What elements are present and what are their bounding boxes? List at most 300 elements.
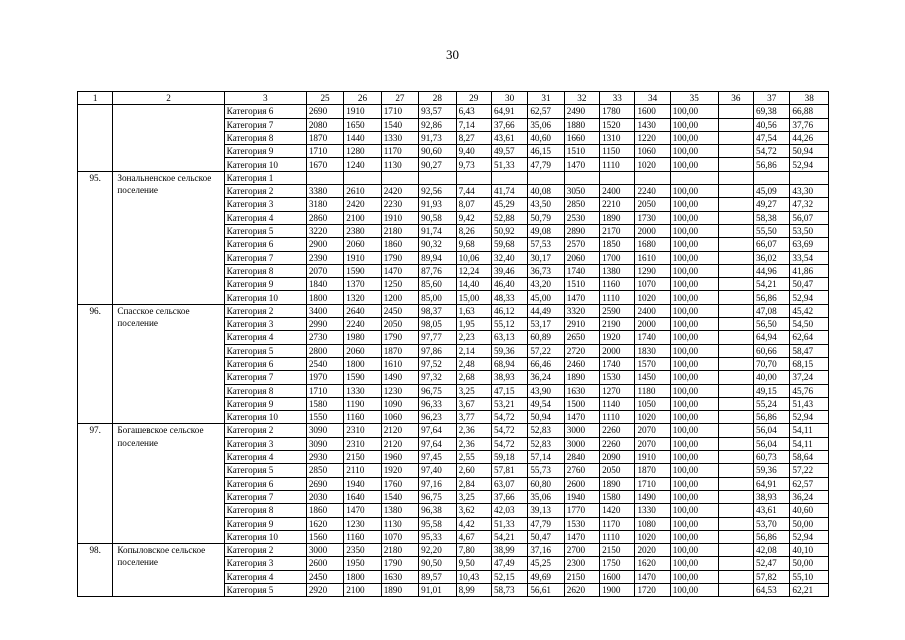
value-cell: 1490: [381, 371, 418, 384]
value-cell: 57,22: [790, 464, 829, 477]
value-cell: 100,00: [670, 344, 718, 357]
value-cell: 1470: [564, 158, 599, 171]
value-cell: 1490: [635, 490, 670, 503]
value-cell: 2400: [600, 185, 635, 198]
value-cell: 96,33: [419, 397, 456, 410]
value-cell: 45,00: [528, 291, 564, 304]
value-cell: 59,68: [491, 238, 527, 251]
value-cell: 2420: [344, 198, 381, 211]
category-cell: Категория 7: [224, 490, 306, 503]
value-cell: 10,43: [456, 570, 491, 583]
page-number: 30: [446, 47, 459, 62]
value-cell: 63,69: [790, 238, 829, 251]
value-cell: 1540: [381, 118, 418, 131]
value-cell: 1130: [381, 517, 418, 530]
table-body: [78, 105, 829, 597]
value-cell: 1130: [381, 158, 418, 171]
value-cell: [718, 530, 753, 543]
value-cell: [718, 504, 753, 517]
value-cell: 2530: [564, 211, 599, 224]
value-cell: 1710: [306, 384, 343, 397]
value-cell: 1170: [381, 145, 418, 158]
value-cell: 58,64: [790, 451, 829, 464]
value-cell: 100,00: [670, 264, 718, 277]
category-cell: Категория 8: [224, 131, 306, 144]
value-cell: 63,13: [491, 331, 527, 344]
value-cell: 100,00: [670, 145, 718, 158]
value-cell: 2070: [635, 424, 670, 437]
value-cell: 97,16: [419, 477, 456, 490]
column-header: 3: [224, 92, 306, 105]
value-cell: 2120: [381, 437, 418, 450]
value-cell: 36,73: [528, 264, 564, 277]
value-cell: 57,81: [491, 464, 527, 477]
category-cell: Категория 8: [224, 264, 306, 277]
value-cell: 50,47: [790, 278, 829, 291]
value-cell: 97,32: [419, 371, 456, 384]
value-cell: 1870: [306, 131, 343, 144]
category-cell: Категория 10: [224, 530, 306, 543]
value-cell: 62,64: [790, 331, 829, 344]
value-cell: 49,08: [528, 224, 564, 237]
value-cell: 1110: [600, 530, 635, 543]
value-cell: [718, 278, 753, 291]
value-cell: 40,56: [754, 118, 790, 131]
value-cell: 1060: [381, 411, 418, 424]
value-cell: 47,49: [491, 557, 527, 570]
value-cell: 54,50: [790, 318, 829, 331]
value-cell: 1720: [635, 583, 670, 596]
value-cell: 100,00: [670, 384, 718, 397]
value-cell: 100,00: [670, 451, 718, 464]
value-cell: 1600: [635, 105, 670, 118]
value-cell: 45,42: [790, 304, 829, 317]
value-cell: 1790: [381, 251, 418, 264]
value-cell: 97,45: [419, 451, 456, 464]
value-cell: 1530: [600, 371, 635, 384]
value-cell: 60,80: [528, 477, 564, 490]
value-cell: 62,57: [790, 477, 829, 490]
column-header: 26: [344, 92, 381, 105]
value-cell: 2730: [306, 331, 343, 344]
value-cell: 4,42: [456, 517, 491, 530]
value-cell: 1370: [344, 278, 381, 291]
value-cell: [718, 517, 753, 530]
value-cell: 1550: [306, 411, 343, 424]
value-cell: 98,05: [419, 318, 456, 331]
value-cell: 3220: [306, 224, 343, 237]
value-cell: 1440: [344, 131, 381, 144]
value-cell: 1920: [381, 464, 418, 477]
value-cell: 1170: [600, 517, 635, 530]
value-cell: 1150: [600, 145, 635, 158]
value-cell: 96,23: [419, 411, 456, 424]
table-row: [78, 544, 829, 557]
value-cell: 8,07: [456, 198, 491, 211]
value-cell: 1020: [635, 411, 670, 424]
value-cell: 2310: [344, 424, 381, 437]
value-cell: 45,25: [528, 557, 564, 570]
value-cell: 2070: [635, 437, 670, 450]
value-cell: 9,40: [456, 145, 491, 158]
value-cell: 46,40: [491, 278, 527, 291]
value-cell: 1590: [344, 264, 381, 277]
value-cell: 8,26: [456, 224, 491, 237]
value-cell: 64,53: [754, 583, 790, 596]
value-cell: 2570: [564, 238, 599, 251]
value-cell: 3050: [564, 185, 599, 198]
value-cell: 2,14: [456, 344, 491, 357]
value-cell: 53,50: [790, 224, 829, 237]
value-cell: 1970: [306, 371, 343, 384]
value-cell: [718, 464, 753, 477]
value-cell: 47,79: [528, 517, 564, 530]
value-cell: 55,10: [790, 570, 829, 583]
value-cell: [718, 570, 753, 583]
value-cell: 2150: [564, 570, 599, 583]
value-cell: [790, 171, 829, 184]
category-cell: Категория 7: [224, 251, 306, 264]
value-cell: 91,74: [419, 224, 456, 237]
value-cell: 2850: [306, 464, 343, 477]
value-cell: 2390: [306, 251, 343, 264]
value-cell: 30,17: [528, 251, 564, 264]
category-cell: Категория 3: [224, 557, 306, 570]
value-cell: 2260: [600, 424, 635, 437]
value-cell: 2380: [344, 224, 381, 237]
value-cell: 3000: [306, 544, 343, 557]
value-cell: 1700: [600, 251, 635, 264]
category-cell: Категория 7: [224, 118, 306, 131]
value-cell: 1770: [564, 504, 599, 517]
value-cell: 50,94: [528, 411, 564, 424]
value-cell: 100,00: [670, 198, 718, 211]
value-cell: 45,29: [491, 198, 527, 211]
value-cell: 90,27: [419, 158, 456, 171]
value-cell: 97,77: [419, 331, 456, 344]
category-cell: Категория 5: [224, 464, 306, 477]
value-cell: 1660: [564, 131, 599, 144]
value-cell: 1530: [564, 517, 599, 530]
value-cell: 3400: [306, 304, 343, 317]
value-cell: 37,24: [790, 371, 829, 384]
value-cell: 1430: [635, 118, 670, 131]
value-cell: 2900: [306, 238, 343, 251]
column-header: 29: [456, 92, 491, 105]
value-cell: [718, 397, 753, 410]
value-cell: 1380: [381, 504, 418, 517]
value-cell: 2600: [306, 557, 343, 570]
value-cell: 64,91: [491, 105, 527, 118]
value-cell: 45,76: [790, 384, 829, 397]
value-cell: 1620: [306, 517, 343, 530]
value-cell: 1740: [564, 264, 599, 277]
value-cell: 2800: [306, 344, 343, 357]
value-cell: 2300: [564, 557, 599, 570]
value-cell: 1890: [600, 211, 635, 224]
value-cell: 56,04: [754, 437, 790, 450]
value-cell: 1910: [344, 251, 381, 264]
value-cell: 36,24: [528, 371, 564, 384]
value-cell: 60,89: [528, 331, 564, 344]
value-cell: [491, 171, 527, 184]
value-cell: [718, 224, 753, 237]
value-cell: [718, 451, 753, 464]
value-cell: [718, 105, 753, 118]
category-cell: Категория 3: [224, 198, 306, 211]
value-cell: 2850: [564, 198, 599, 211]
value-cell: 52,88: [491, 211, 527, 224]
value-cell: 87,76: [419, 264, 456, 277]
value-cell: [718, 384, 753, 397]
value-cell: 50,47: [528, 530, 564, 543]
value-cell: 96,38: [419, 504, 456, 517]
value-cell: 2990: [306, 318, 343, 331]
value-cell: 58,38: [754, 211, 790, 224]
value-cell: 2180: [381, 224, 418, 237]
value-cell: 1750: [600, 557, 635, 570]
value-cell: 85,00: [419, 291, 456, 304]
value-cell: 40,00: [754, 371, 790, 384]
value-cell: 1090: [381, 397, 418, 410]
value-cell: 1380: [600, 264, 635, 277]
value-cell: 50,00: [790, 557, 829, 570]
value-cell: 1560: [306, 530, 343, 543]
value-cell: [718, 371, 753, 384]
value-cell: 2650: [564, 331, 599, 344]
value-cell: 100,00: [670, 464, 718, 477]
value-cell: [718, 251, 753, 264]
value-cell: 1800: [306, 291, 343, 304]
value-cell: 1470: [564, 530, 599, 543]
value-cell: 56,04: [754, 424, 790, 437]
value-cell: 1980: [344, 331, 381, 344]
value-cell: [718, 291, 753, 304]
value-cell: 3380: [306, 185, 343, 198]
value-cell: 53,21: [491, 397, 527, 410]
column-header: 37: [754, 92, 790, 105]
value-cell: 55,12: [491, 318, 527, 331]
value-cell: 96,75: [419, 490, 456, 503]
value-cell: [718, 490, 753, 503]
value-cell: 2350: [344, 544, 381, 557]
value-cell: 100,00: [670, 570, 718, 583]
value-cell: 2690: [306, 477, 343, 490]
value-cell: 1890: [600, 477, 635, 490]
value-cell: 59,36: [754, 464, 790, 477]
value-cell: 36,24: [790, 490, 829, 503]
value-cell: 3,62: [456, 504, 491, 517]
value-cell: 1420: [600, 504, 635, 517]
value-cell: 1270: [600, 384, 635, 397]
value-cell: 36,02: [754, 251, 790, 264]
header-row: [78, 92, 829, 105]
settlement-name: Богашевское сельское поселение: [113, 424, 224, 544]
value-cell: 1220: [635, 131, 670, 144]
column-header: 32: [564, 92, 599, 105]
column-header: 31: [528, 92, 564, 105]
value-cell: 8,27: [456, 131, 491, 144]
value-cell: [718, 424, 753, 437]
value-cell: 2400: [635, 304, 670, 317]
value-cell: 1960: [381, 451, 418, 464]
value-cell: 1450: [635, 371, 670, 384]
value-cell: 1230: [381, 384, 418, 397]
value-cell: 100,00: [670, 530, 718, 543]
value-cell: 1160: [600, 278, 635, 291]
value-cell: 100,00: [670, 397, 718, 410]
category-cell: Категория 5: [224, 583, 306, 596]
value-cell: 1610: [635, 251, 670, 264]
value-cell: 96,75: [419, 384, 456, 397]
category-cell: Категория 5: [224, 224, 306, 237]
category-cell: Категория 2: [224, 185, 306, 198]
value-cell: 6,43: [456, 105, 491, 118]
value-cell: 100,00: [670, 318, 718, 331]
value-cell: 1630: [564, 384, 599, 397]
value-cell: [718, 557, 753, 570]
value-cell: 1790: [381, 557, 418, 570]
value-cell: 1020: [635, 291, 670, 304]
value-cell: 1850: [600, 238, 635, 251]
value-cell: 58,47: [790, 344, 829, 357]
value-cell: 2110: [344, 464, 381, 477]
value-cell: 62,21: [790, 583, 829, 596]
value-cell: 100,00: [670, 185, 718, 198]
value-cell: 100,00: [670, 424, 718, 437]
value-cell: 52,94: [790, 411, 829, 424]
column-header: 36: [718, 92, 753, 105]
value-cell: 1160: [344, 530, 381, 543]
table-row: [78, 424, 829, 437]
value-cell: 3000: [564, 437, 599, 450]
value-cell: 2540: [306, 357, 343, 370]
value-cell: 2910: [564, 318, 599, 331]
value-cell: 2840: [564, 451, 599, 464]
value-cell: 2060: [344, 344, 381, 357]
value-cell: 1800: [344, 357, 381, 370]
value-cell: 2860: [306, 211, 343, 224]
value-cell: 1470: [564, 411, 599, 424]
value-cell: 56,86: [754, 291, 790, 304]
value-cell: 63,07: [491, 477, 527, 490]
value-cell: 53,70: [754, 517, 790, 530]
value-cell: 45,09: [754, 185, 790, 198]
column-header: 34: [635, 92, 670, 105]
value-cell: 44,96: [754, 264, 790, 277]
value-cell: 100,00: [670, 118, 718, 131]
value-cell: 49,15: [754, 384, 790, 397]
value-cell: 49,69: [528, 570, 564, 583]
value-cell: 57,82: [754, 570, 790, 583]
value-cell: 43,90: [528, 384, 564, 397]
value-cell: 2,60: [456, 464, 491, 477]
value-cell: 9,50: [456, 557, 491, 570]
column-header: 28: [419, 92, 456, 105]
value-cell: 3000: [564, 424, 599, 437]
value-cell: 1860: [381, 238, 418, 251]
value-cell: 2720: [564, 344, 599, 357]
value-cell: 9,42: [456, 211, 491, 224]
value-cell: 2020: [635, 544, 670, 557]
value-cell: 1160: [344, 411, 381, 424]
value-cell: 100,00: [670, 291, 718, 304]
value-cell: [718, 158, 753, 171]
value-cell: 2070: [306, 264, 343, 277]
value-cell: [670, 171, 718, 184]
value-cell: [718, 198, 753, 211]
value-cell: 40,10: [790, 544, 829, 557]
value-cell: 1110: [600, 291, 635, 304]
value-cell: 47,32: [790, 198, 829, 211]
value-cell: 35,06: [528, 490, 564, 503]
value-cell: 2120: [381, 424, 418, 437]
value-cell: 43,61: [754, 504, 790, 517]
value-cell: 47,54: [754, 131, 790, 144]
value-cell: 2050: [381, 318, 418, 331]
value-cell: 52,15: [491, 570, 527, 583]
value-cell: 2450: [381, 304, 418, 317]
value-cell: 42,08: [754, 544, 790, 557]
value-cell: 1780: [600, 105, 635, 118]
value-cell: 90,60: [419, 145, 456, 158]
value-cell: 1910: [344, 105, 381, 118]
value-cell: 1680: [635, 238, 670, 251]
value-cell: 9,68: [456, 238, 491, 251]
value-cell: 1600: [600, 570, 635, 583]
value-cell: 1880: [564, 118, 599, 131]
value-cell: 3090: [306, 424, 343, 437]
value-cell: 2310: [344, 437, 381, 450]
value-cell: 100,00: [670, 411, 718, 424]
value-cell: 1730: [635, 211, 670, 224]
settlement-name: Зональненское сельское поселение: [113, 171, 224, 304]
value-cell: 1070: [381, 530, 418, 543]
category-cell: Категория 7: [224, 371, 306, 384]
value-cell: 66,88: [790, 105, 829, 118]
table-row: [78, 105, 829, 118]
value-cell: 2460: [564, 357, 599, 370]
value-cell: 51,43: [790, 397, 829, 410]
value-cell: 1540: [381, 490, 418, 503]
value-cell: [419, 171, 456, 184]
value-cell: 2240: [344, 318, 381, 331]
value-cell: 2030: [306, 490, 343, 503]
value-cell: 51,33: [491, 158, 527, 171]
value-cell: 1290: [635, 264, 670, 277]
category-cell: Категория 3: [224, 318, 306, 331]
category-cell: Категория 6: [224, 105, 306, 118]
value-cell: 47,15: [491, 384, 527, 397]
value-cell: 56,86: [754, 530, 790, 543]
value-cell: 1470: [635, 570, 670, 583]
value-cell: [754, 171, 790, 184]
value-cell: 2930: [306, 451, 343, 464]
value-cell: 3,77: [456, 411, 491, 424]
value-cell: 100,00: [670, 304, 718, 317]
value-cell: 100,00: [670, 477, 718, 490]
category-cell: Категория 9: [224, 145, 306, 158]
value-cell: 1570: [635, 357, 670, 370]
value-cell: 1910: [635, 451, 670, 464]
value-cell: 40,60: [790, 504, 829, 517]
value-cell: 1110: [600, 158, 635, 171]
value-cell: 2890: [564, 224, 599, 237]
value-cell: 100,00: [670, 331, 718, 344]
row-index: 98.: [78, 544, 113, 597]
value-cell: 89,94: [419, 251, 456, 264]
value-cell: 1580: [306, 397, 343, 410]
